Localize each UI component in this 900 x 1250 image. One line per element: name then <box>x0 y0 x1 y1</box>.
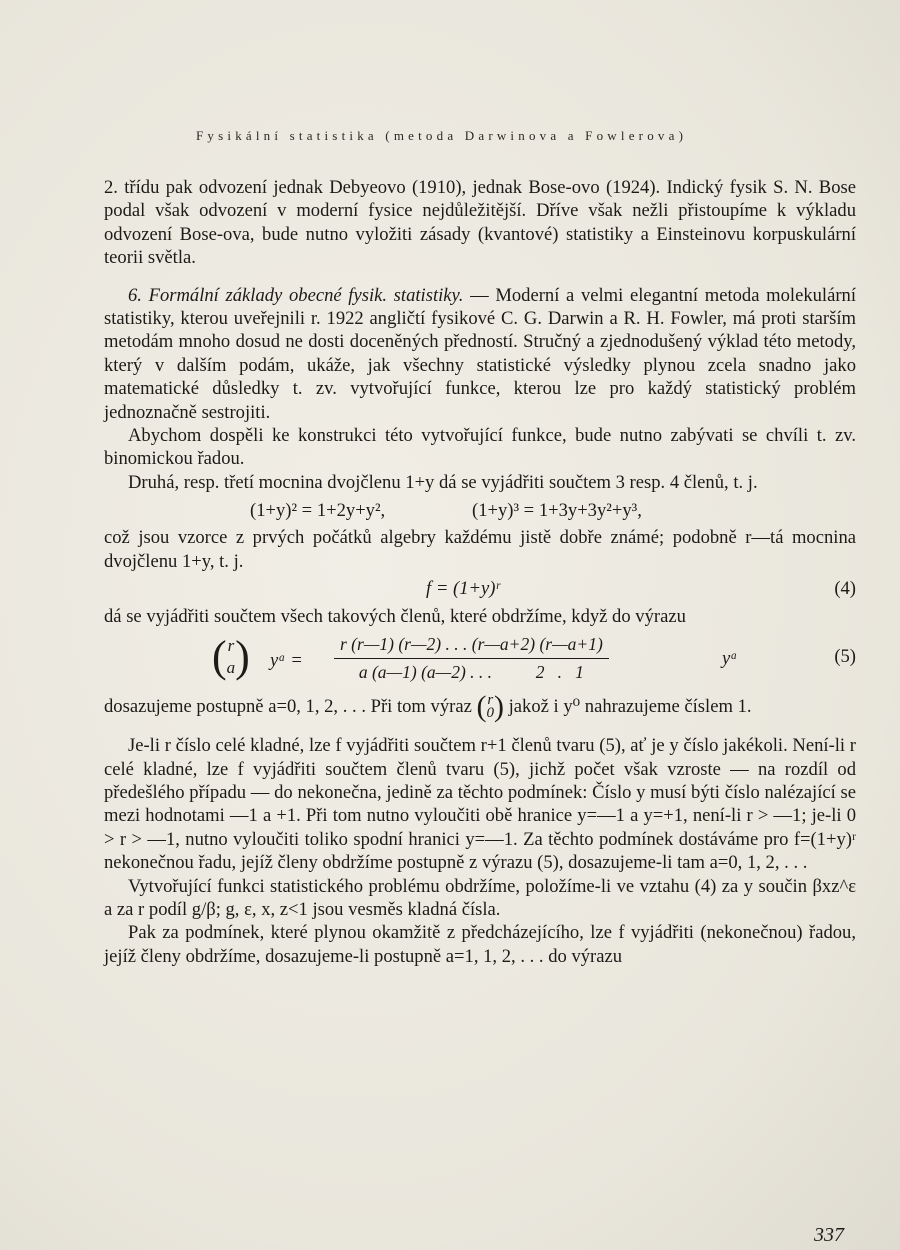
paragraph: což jsou vzorce z prvých počátků algebry každému jistě dobře známé; podobně r—tá mocnina dvojčlenu 1+y, t. j. <box>104 527 856 572</box>
binomial-zero: (r 0) <box>476 690 504 724</box>
formula-row-squares <box>104 497 856 523</box>
paragraph-part: jakož i y⁰ nahrazujeme číslem 1. <box>508 695 752 717</box>
paragraph: 2. třídu pak odvození jednak Debyeovo (1910), jednak Bose-ovo (1924). Indický fysik S. N. Bose podal však odvození v moderní fysice nejdůležitější. Dříve však nežli přistoupíme k výkladu odvození Bose-ova, bude nutno vyložiti zásady (kvantové) statistiky a Einsteinovu korpuskulární teorii světla. <box>104 177 856 269</box>
formula-f: f = (1+y)ʳ <box>426 578 500 600</box>
running-header: Fysikální statistika (metoda Darwinova a Fowlerova) <box>196 128 688 143</box>
y-power-a-tail: yᵃ <box>722 647 738 669</box>
fraction <box>334 633 609 685</box>
fraction-denominator: a (a—1) (a—2) . . . 2 . 1 <box>358 661 584 682</box>
binomial-coefficient: (r a) <box>212 631 250 681</box>
formula-square: (1+y)² = 1+2y+y², <box>250 499 386 521</box>
section-6-paragraph <box>104 284 856 424</box>
y-power-a: yᵃ = <box>270 649 303 671</box>
equation-number-5: (5) <box>834 645 856 667</box>
page-body <box>104 176 856 968</box>
paragraph <box>104 690 856 724</box>
paragraph: Je-li r číslo celé kladné, lze f vyjádřiti součtem r+1 členů tvaru (5), ať je y číslo jakékoli. Není-li r celé kladné, lze f vyjádřiti součtem členů tvaru (5), jichž počet však vzroste — na rozdíl od předešlého případu — do nekonečna, jedině za těchto podmínek: Číslo y musí býti číslo nalézající se mezi hodnotami —1 a +1. Při tom nutno vyloučiti obě hranice y=—1 a y=+1, není-li r > —1; je-li 0 > r > —1, nutno vyloučiti toliko spodní hranici y=—1. Za těchto podmínek dostáváme pro f=(1+y)ʳ nekonečnou řadu, jejíž členy obdržíme postupně z výrazu (5), dosazujeme-li tam a=0, 1, 2, . . . <box>104 735 856 874</box>
paragraph: Pak za podmínek, které plynou okamžitě z předcházejícího, lze f vyjádřiti (nekonečnou) řadou, jejíž členy obdržíme, dosazujeme-li postupně a=1, 1, 2, . . . do výrazu <box>104 922 856 967</box>
section-6-text: — Moderní a velmi elegantní metoda molekulární statistiky, kterou uveřejnili r. 1922 angličtí fysikové C. G. Darwin a R. H. Fowler, má proti starším metodám mnoho dosud ne dosti doceněných předností. Stručný a zjednodušený výklad této metody, který v dalším podám, ukáže, jak všechny statistické výsledky plynou zcela snadno jako matematické důsledky t. zv. vytvořující funkce, kterou lze pro každý statistický problém jednoznačně sestrojiti. <box>104 284 856 423</box>
formula-row-5 <box>104 633 856 689</box>
paragraph-part: dosazujeme postupně a=0, 1, 2, . . . Při tom výraz <box>104 695 472 717</box>
formula-row-4 <box>104 576 856 602</box>
page-number: 337 <box>814 1224 844 1246</box>
paragraph: Vytvořující funkci statistického problému obdržíme, položíme-li ve vztahu (4) za y součin βxz^ε a za r podíl g/β; g, ε, x, z<1 jsou vesměs kladná čísla. <box>104 875 856 921</box>
paragraph: Druhá, resp. třetí mocnina dvojčlenu 1+y dá se vyjádřiti součtem 3 resp. 4 členů, t. j. <box>128 471 758 493</box>
binom-bottom: a <box>226 657 236 677</box>
section-6-title: 6. Formální základy obecné fysik. statistiky. <box>128 284 464 306</box>
equation-number-4: (4) <box>834 578 856 600</box>
paragraph: dá se vyjádřiti součtem všech takových členů, které obdržíme, když do výrazu <box>104 606 686 628</box>
paragraph: Abychom dospěli ke konstrukci této vytvořující funkce, bude nutno zabývati se chvíli t. zv. binomickou řadou. <box>104 425 856 470</box>
fraction-numerator: r (r—1) (r—2) . . . (r—a+2) (r—a+1) <box>334 633 609 659</box>
formula-cube: (1+y)³ = 1+3y+3y²+y³, <box>472 499 642 521</box>
binom-top: r <box>227 635 235 655</box>
